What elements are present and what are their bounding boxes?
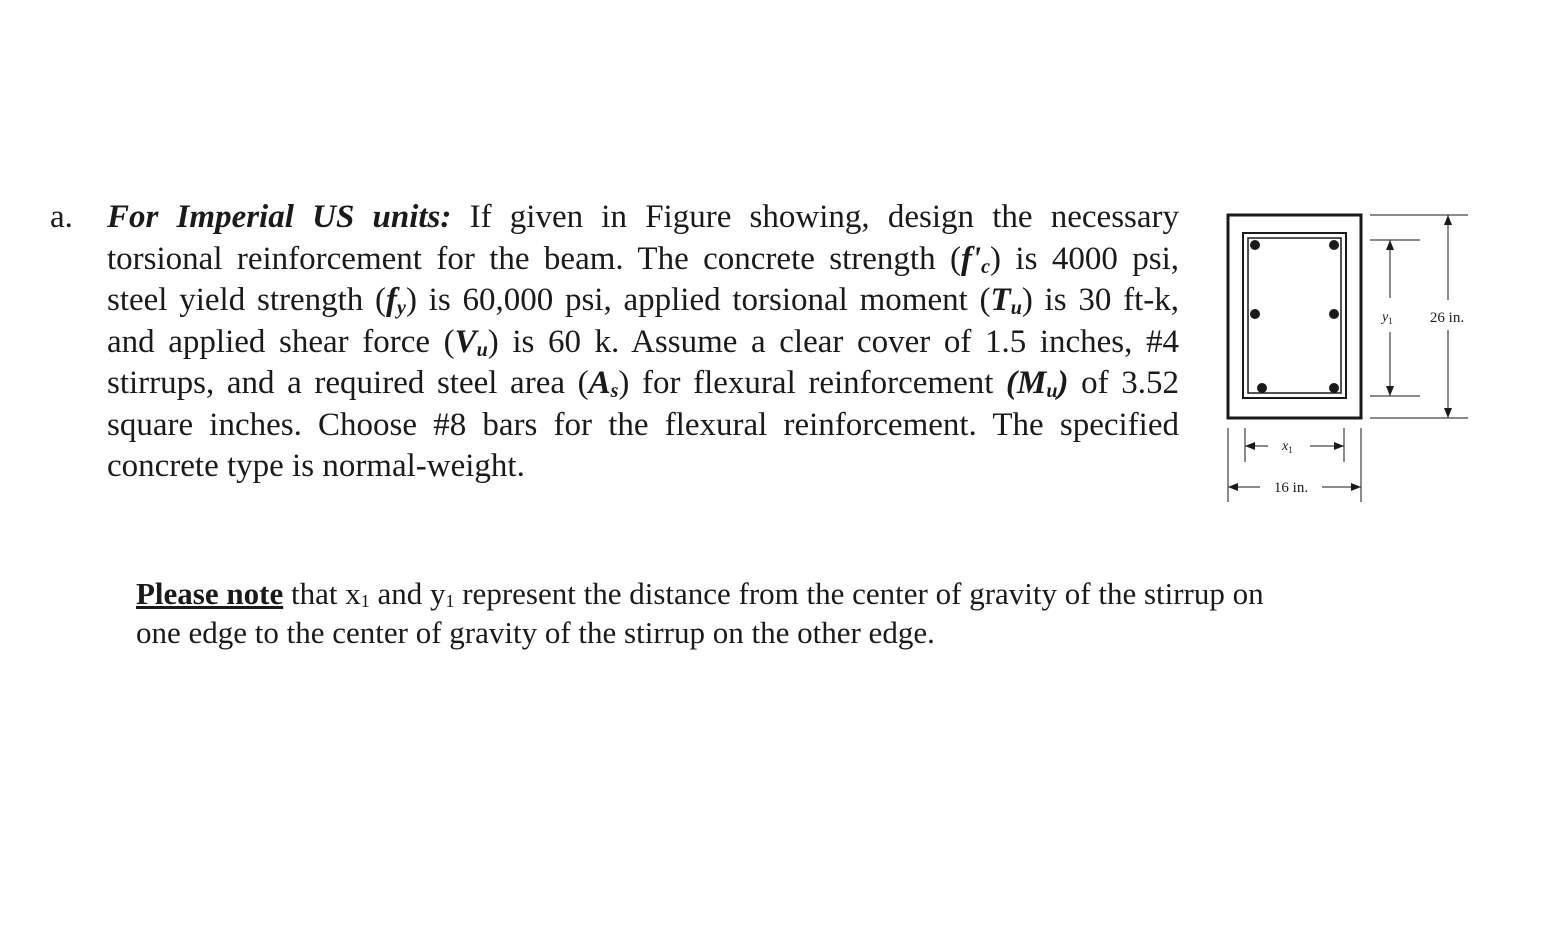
as-symbol: A	[588, 365, 611, 401]
rebar-top-left	[1250, 240, 1260, 250]
rebar-mid-left	[1250, 309, 1260, 319]
fc-subscript: c	[981, 255, 991, 278]
problem-text-4: ) is 30 ft-k, and applied shear force (	[107, 282, 1179, 360]
x1-subscript: 1	[360, 591, 370, 611]
fy-symbol: f	[386, 282, 398, 318]
mu-subscript: u	[1046, 380, 1058, 402]
y1-subscript: 1	[445, 591, 455, 611]
problem-text-2: ) is 4000 psi, steel yield strength (	[107, 240, 1179, 318]
problem-text-6: ) for flexural reinforcement	[618, 365, 1007, 401]
y1-dimension	[1370, 240, 1420, 396]
vu-subscript: u	[476, 338, 488, 361]
mu-symbol: M	[1017, 365, 1047, 401]
problem-label: a.	[50, 199, 73, 235]
note-text-1: that x	[283, 576, 361, 611]
note-paragraph	[136, 574, 1286, 652]
height-label: 26 in.	[1429, 310, 1465, 326]
problem-text-1: If given in Figure showing, design the necessary torsional reinforcement for the beam. The concrete strength (	[107, 199, 1180, 277]
mu-open-paren: (	[1006, 365, 1018, 401]
problem-text-7: of 3.52 square inches. Choose #8 bars for the flexural reinforcement. The specified concrete type is normal-weight.	[107, 365, 1179, 484]
note-text-2: and y	[369, 576, 446, 611]
note-text-3: represent the distance from the center of gravity of the stirrup on one edge to the center of gravity of the stirrup on the other edge.	[136, 576, 1264, 650]
rebar-bottom-left	[1257, 383, 1267, 393]
width-label: 16 in.	[1273, 480, 1309, 496]
note-label: Please note	[136, 576, 284, 611]
fc-symbol: f'	[960, 240, 982, 277]
vu-symbol: V	[454, 323, 477, 360]
x1-label: $x_1$	[1282, 439, 1293, 455]
problem-lead: For Imperial US units:	[107, 199, 452, 235]
problem-text-5: ) is 60 k. Assume a clear cover of 1.5 inches, #4 stirrups, and a required steel area (	[107, 323, 1179, 401]
fy-subscript: y	[397, 297, 406, 319]
rebar-top-right	[1329, 240, 1339, 250]
beam-cross-section-figure	[1210, 200, 1490, 510]
tu-symbol: T	[990, 282, 1011, 318]
mu-close-paren: )	[1057, 365, 1069, 401]
rebar-bottom-right	[1329, 383, 1339, 393]
y1-label: $y_1$	[1382, 310, 1393, 326]
x1-dimension	[1245, 428, 1344, 462]
tu-subscript: u	[1010, 297, 1022, 319]
problem-text-3: ) is 60,000 psi, applied torsional moment (	[405, 282, 991, 318]
stirrup-inner	[1248, 238, 1341, 393]
width-dimension	[1228, 428, 1361, 502]
problem-statement	[107, 197, 1179, 488]
as-subscript: s	[610, 380, 619, 402]
rebar-mid-right	[1329, 309, 1339, 319]
